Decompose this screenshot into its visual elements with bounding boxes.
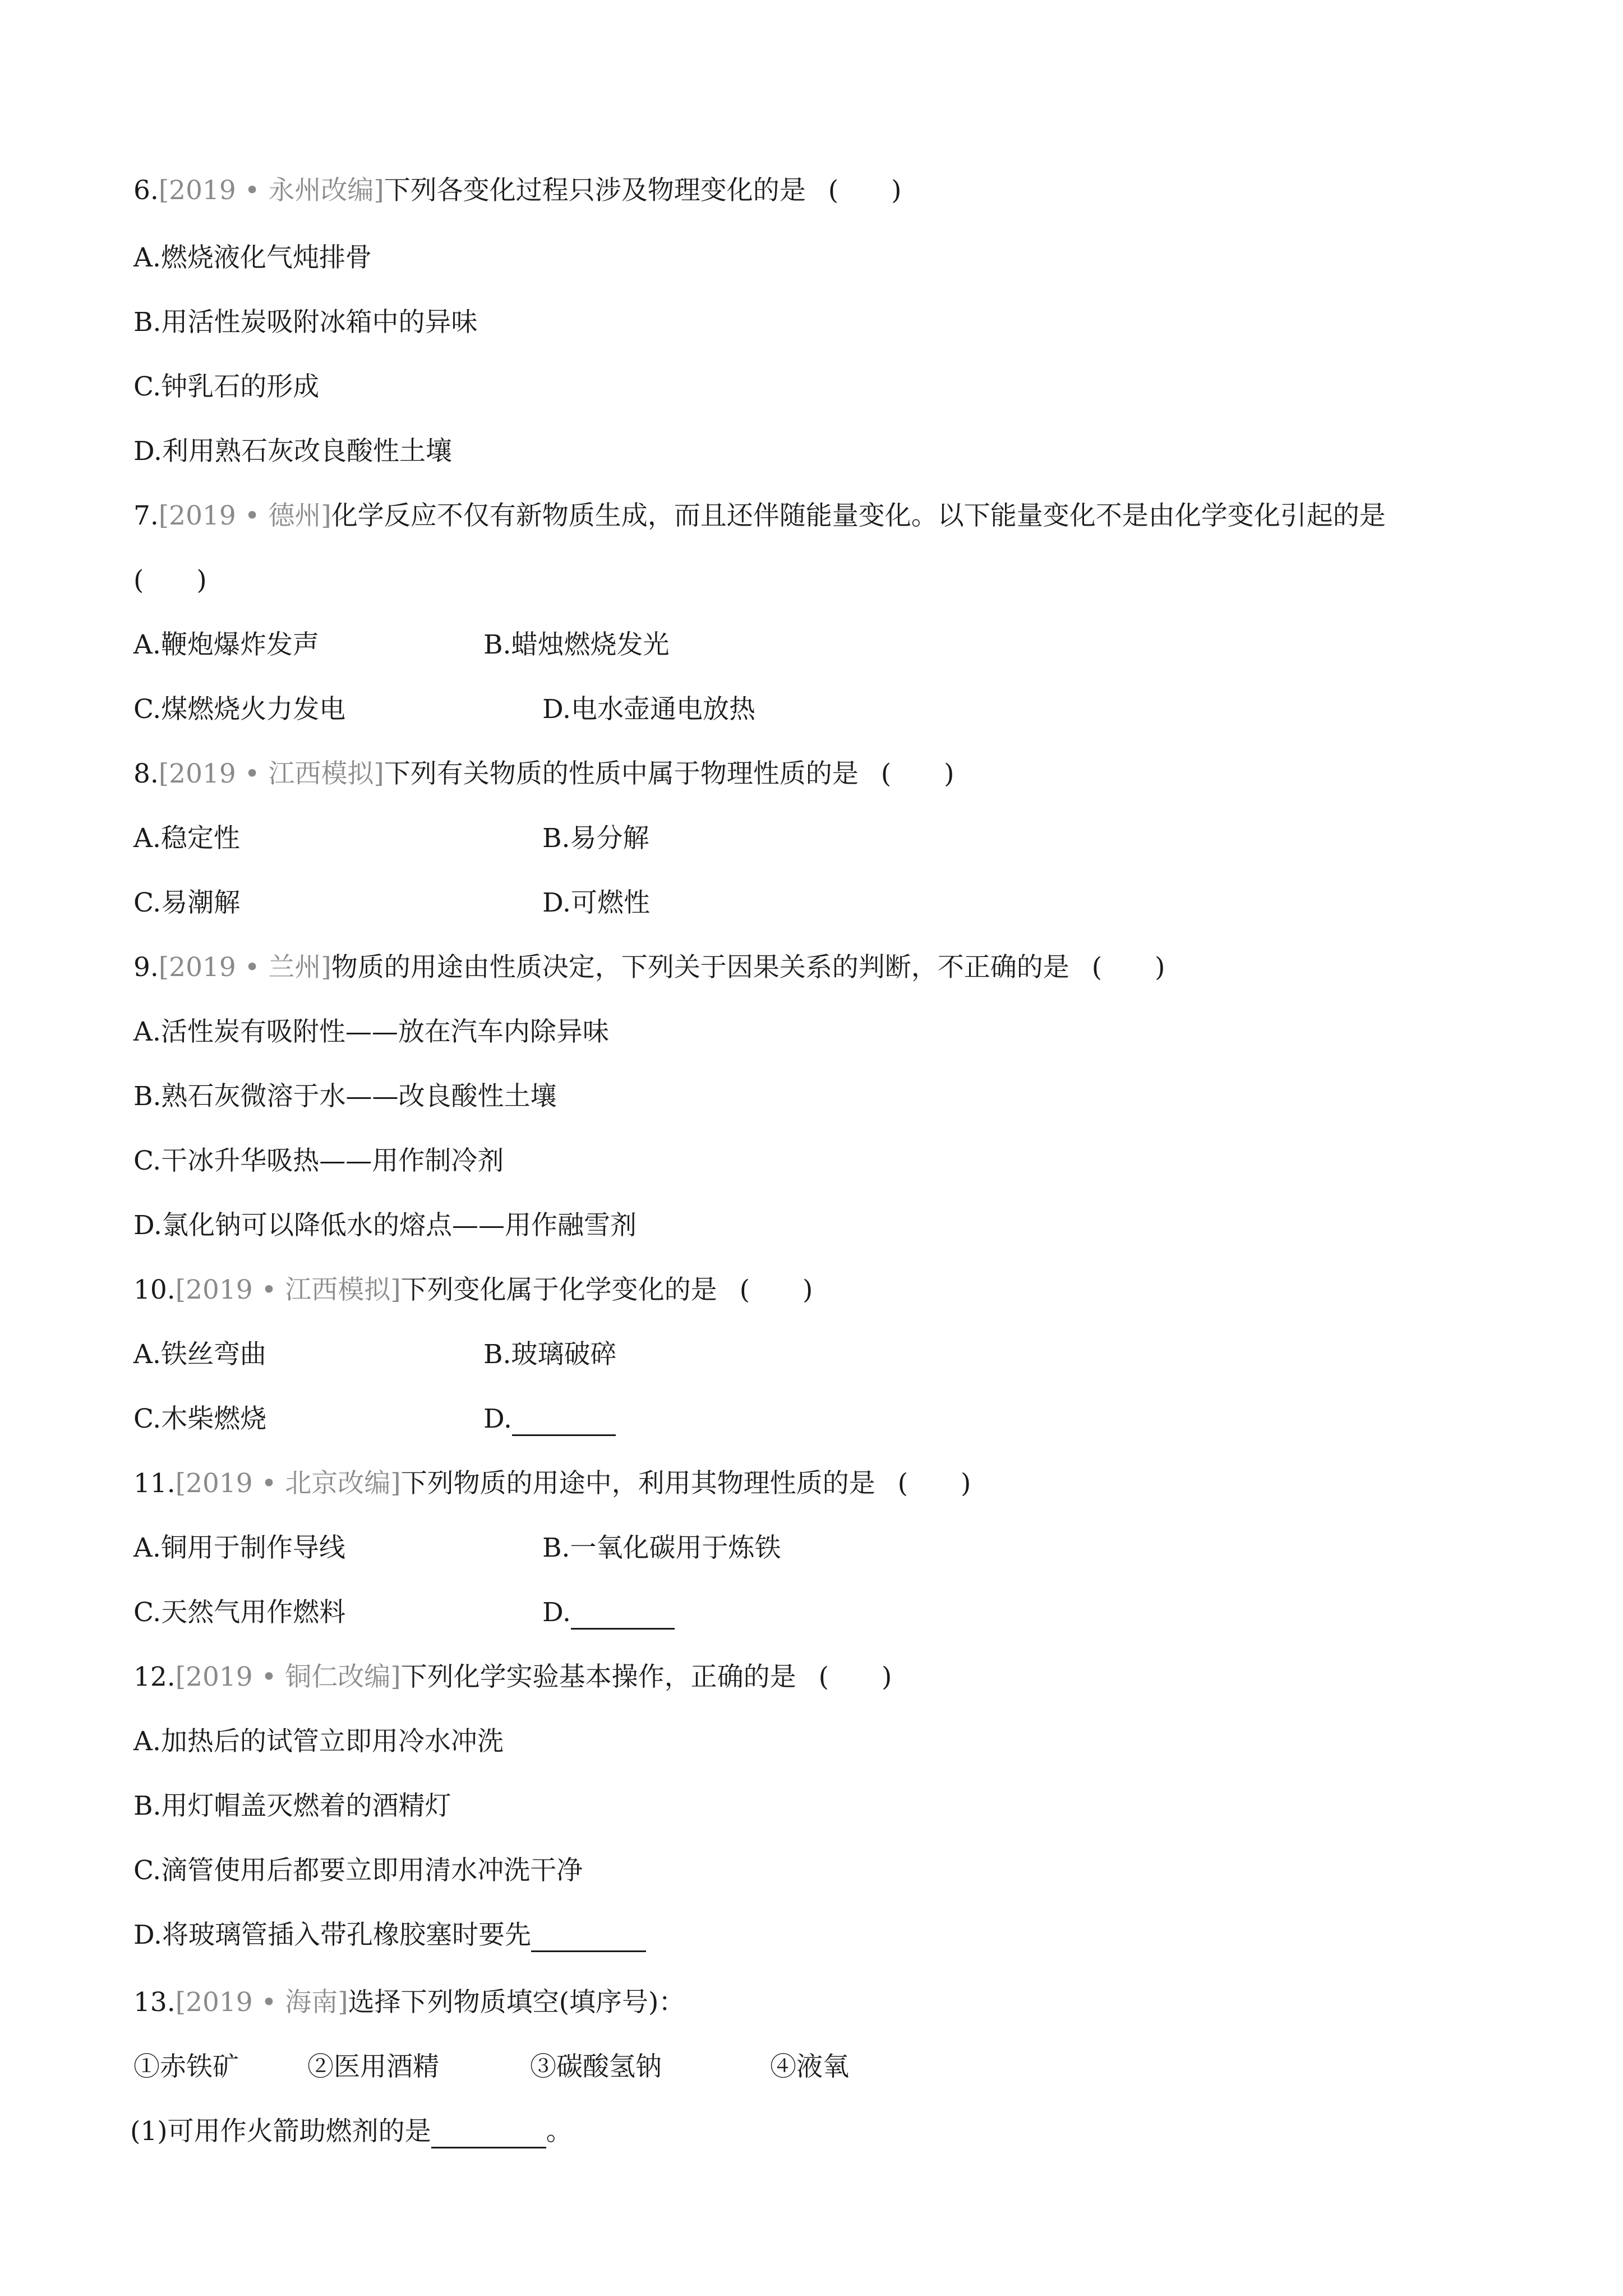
option-c: C.钟乳石的形成 bbox=[133, 371, 320, 402]
option-d-label: D.将玻璃管插入带孔橡胶塞时要先 bbox=[133, 1920, 531, 1950]
answer-paren: ( ) bbox=[133, 565, 207, 596]
question-source: [2019 • 江西模拟] bbox=[158, 758, 384, 789]
question-11-stem bbox=[133, 1467, 971, 1501]
option-b: B.一氧化碳用于炼铁 bbox=[542, 1533, 781, 1563]
question-7-stem bbox=[133, 499, 1386, 533]
question-text: 下列化学实验基本操作，正确的是 bbox=[400, 1662, 796, 1692]
option-c: C.滴管使用后都要立即用清水冲洗干净 bbox=[133, 1855, 583, 1886]
sub-question-end: 。 bbox=[546, 2116, 573, 2147]
question-text: 下列各变化过程只涉及物理变化的是 bbox=[384, 175, 806, 206]
option-d: D.电水壶通电放热 bbox=[542, 694, 755, 725]
option-a: A.铁丝弯曲 bbox=[133, 1339, 266, 1370]
option-c: C.易潮解 bbox=[133, 887, 241, 918]
fill-blank[interactable] bbox=[571, 1602, 675, 1630]
question-source: [2019 • 兰州] bbox=[158, 952, 331, 983]
option-d bbox=[483, 1402, 616, 1436]
question-number: 7. bbox=[133, 500, 159, 531]
choice-2: ②医用酒精 bbox=[307, 2051, 439, 2082]
question-text: 物质的用途由性质决定，下列关于因果关系的判断，不正确的是 bbox=[331, 952, 1069, 983]
question-8-stem bbox=[133, 757, 954, 791]
option-a: A.加热后的试管立即用冷水冲洗 bbox=[133, 1726, 504, 1757]
option-c: C.天然气用作燃料 bbox=[133, 1597, 346, 1628]
option-b: B.易分解 bbox=[542, 823, 649, 854]
question-text: 下列有关物质的性质中属于物理性质的是 bbox=[384, 758, 859, 789]
question-number: 13. bbox=[133, 1987, 176, 2018]
option-b: B.熟石灰微溶于水——改良酸性土壤 bbox=[133, 1081, 557, 1112]
option-d: D.可燃性 bbox=[542, 887, 650, 918]
option-c: C.木柴燃烧 bbox=[133, 1404, 267, 1434]
question-text: 化学反应不仅有新物质生成，而且还伴随能量变化。以下能量变化不是由化学变化引起的是 bbox=[331, 500, 1386, 531]
question-number: 12. bbox=[133, 1662, 176, 1692]
option-a: A.稳定性 bbox=[133, 823, 240, 854]
question-source: [2019 • 铜仁改编] bbox=[175, 1662, 401, 1692]
question-number: 9. bbox=[133, 952, 159, 983]
question-9-stem bbox=[133, 951, 1165, 984]
option-a: A.铜用于制作导线 bbox=[133, 1533, 345, 1563]
option-c: C.干冰升华吸热——用作制冷剂 bbox=[133, 1145, 504, 1176]
sub-question-1 bbox=[130, 2115, 573, 2148]
choice-1: ①赤铁矿 bbox=[133, 2051, 239, 2082]
question-source: [2019 • 江西模拟] bbox=[175, 1274, 401, 1305]
question-text: 下列变化属于化学变化的是 bbox=[400, 1274, 717, 1305]
question-13-stem bbox=[133, 1986, 685, 2019]
question-6-stem bbox=[133, 174, 901, 208]
answer-paren: ( ) bbox=[818, 1662, 892, 1692]
sub-question-text: (1)可用作火箭助燃剂的是 bbox=[130, 2116, 431, 2147]
answer-paren: ( ) bbox=[739, 1274, 813, 1305]
answer-paren: ( ) bbox=[1091, 952, 1165, 983]
option-d bbox=[542, 1596, 675, 1630]
question-12-stem bbox=[133, 1660, 892, 1694]
fill-blank[interactable] bbox=[531, 1925, 646, 1952]
option-c: C.煤燃烧火力发电 bbox=[133, 694, 346, 725]
answer-paren: ( ) bbox=[897, 1468, 971, 1499]
question-number: 6. bbox=[133, 175, 159, 206]
question-10-stem bbox=[133, 1273, 813, 1307]
option-d: D.利用熟石灰改良酸性土壤 bbox=[133, 436, 452, 467]
question-number: 8. bbox=[133, 758, 159, 789]
option-a: A.活性炭有吸附性——放在汽车内除异味 bbox=[133, 1016, 609, 1047]
fill-blank[interactable] bbox=[431, 2121, 546, 2148]
question-number: 10. bbox=[133, 1274, 176, 1305]
question-source: [2019 • 海南] bbox=[175, 1987, 348, 2018]
question-source: [2019 • 永州改编] bbox=[158, 175, 384, 206]
fill-blank[interactable] bbox=[512, 1409, 616, 1436]
answer-paren: ( ) bbox=[880, 758, 955, 789]
choice-3: ③碳酸氢钠 bbox=[530, 2051, 662, 2082]
option-d bbox=[133, 1918, 646, 1952]
question-number: 11. bbox=[133, 1468, 176, 1499]
answer-paren: ( ) bbox=[828, 175, 902, 206]
option-d-label: D. bbox=[542, 1597, 571, 1628]
question-text: 下列物质的用途中，利用其物理性质的是 bbox=[400, 1468, 875, 1499]
option-b: B.用灯帽盖灭燃着的酒精灯 bbox=[133, 1791, 451, 1821]
option-a: A.燃烧液化气炖排骨 bbox=[133, 242, 372, 273]
question-source: [2019 • 北京改编] bbox=[175, 1468, 401, 1499]
option-d: D.氯化钠可以降低水的熔点——用作融雪剂 bbox=[133, 1210, 637, 1241]
question-source: [2019 • 德州] bbox=[158, 500, 331, 531]
option-b: B.玻璃破碎 bbox=[483, 1339, 617, 1370]
option-d-label: D. bbox=[483, 1404, 512, 1434]
question-text: 选择下列物质填空(填序号)： bbox=[348, 1987, 685, 2018]
option-a: A.鞭炮爆炸发声 bbox=[133, 629, 319, 660]
choice-4: ④液氧 bbox=[770, 2051, 849, 2082]
option-b: B.蜡烛燃烧发光 bbox=[483, 629, 670, 660]
option-b: B.用活性炭吸附冰箱中的异味 bbox=[133, 307, 478, 338]
